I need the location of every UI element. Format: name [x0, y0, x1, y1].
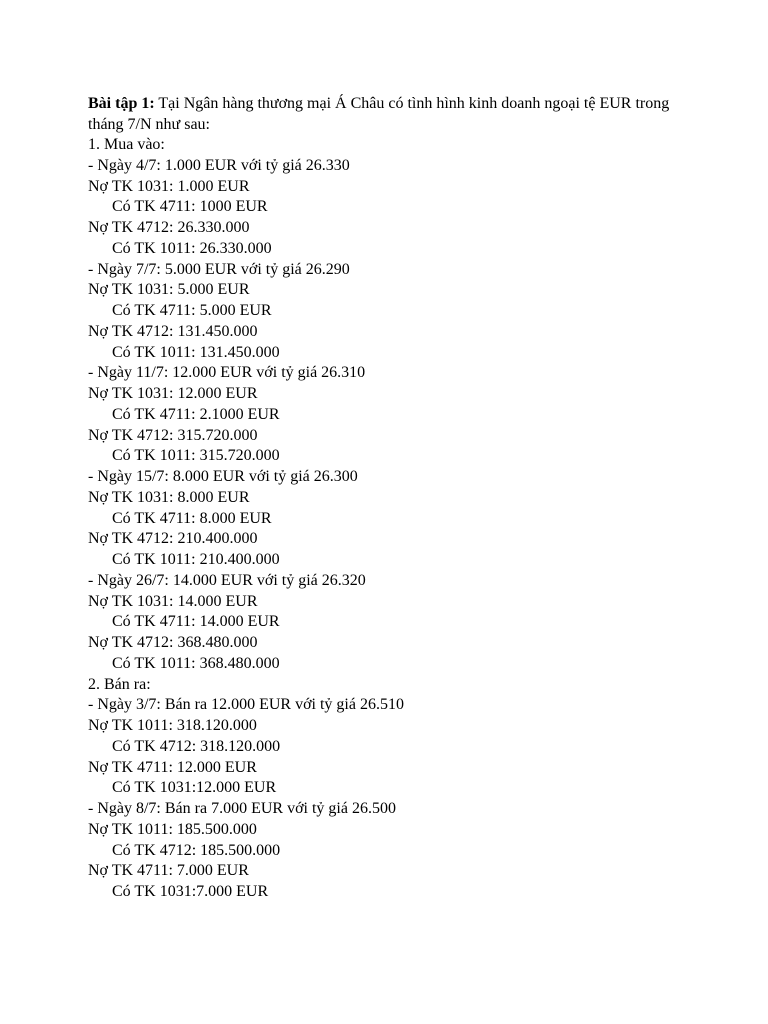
- entry-line: Nợ TK 1011: 318.120.000: [88, 717, 257, 734]
- credit-entry-line: Có TK 1031:12.000 EUR: [112, 779, 277, 797]
- entry-line: Nợ TK 4712: 26.330.000: [88, 219, 250, 236]
- entry-line: - Ngày 15/7: 8.000 EUR với tỷ giá 26.300: [88, 468, 358, 485]
- credit-entry-line: Có TK 4711: 8.000 EUR: [112, 509, 272, 527]
- entry-line: Nợ TK 4711: 12.000 EUR: [88, 758, 257, 776]
- entry-line: - Ngày 7/7: 5.000 EUR với tỷ giá 26.290: [88, 260, 350, 278]
- entry-line: Nợ TK 1031: 1.000 EUR: [88, 177, 250, 195]
- exercise-intro-text: Tại Ngân hàng thương mại Á Châu có tình hình kinh doanh ngoại tệ EUR trong tháng 7/N như sau:: [88, 95, 670, 133]
- credit-entry-line: Có TK 4711: 1000 EUR: [112, 198, 268, 216]
- entry-line: 1. Mua vào:: [88, 136, 165, 153]
- credit-entry-line: Có TK 4711: 5.000 EUR: [112, 302, 272, 319]
- exercise-title: Bài tập 1:: [88, 95, 155, 112]
- credit-entry-line: Có TK 1011: 210.400.000: [112, 551, 280, 568]
- entry-line: Nợ TK 4712: 368.480.000: [88, 634, 258, 651]
- entry-line: Nợ TK 1031: 5.000 EUR: [88, 281, 250, 299]
- credit-entry-line: Có TK 4712: 185.500.000: [112, 841, 281, 859]
- entry-line: - Ngày 8/7: Bán ra 7.000 EUR với tỷ giá 26.500: [88, 800, 396, 817]
- credit-entry-line: Có TK 1011: 368.480.000: [112, 654, 280, 672]
- entry-lines: [88, 135, 688, 903]
- exercise-intro: [88, 93, 688, 135]
- entry-line: Nợ TK 4712: 315.720.000: [88, 426, 258, 444]
- entry-line: - Ngày 11/7: 12.000 EUR với tỷ giá 26.310: [88, 364, 366, 382]
- credit-entry-line: Có TK 1011: 315.720.000: [112, 447, 280, 465]
- credit-entry-line: Có TK 4712: 318.120.000: [112, 737, 281, 755]
- credit-entry-line: Có TK 1031:7.000 EUR: [112, 883, 269, 900]
- entry-line: Nợ TK 1011: 185.500.000: [88, 820, 257, 838]
- entry-line: Nợ TK 4711: 7.000 EUR: [88, 862, 249, 880]
- entry-line: - Ngày 3/7: Bán ra 12.000 EUR với tỷ giá 26.510: [88, 696, 404, 714]
- entry-line: Nợ TK 4712: 210.400.000: [88, 530, 258, 548]
- entry-line: Nợ TK 1031: 12.000 EUR: [88, 385, 258, 402]
- credit-entry-line: Có TK 1011: 131.450.000: [112, 343, 280, 361]
- document-body: [88, 93, 688, 903]
- credit-entry-line: Có TK 1011: 26.330.000: [112, 239, 272, 257]
- entry-line: Nợ TK 1031: 14.000 EUR: [88, 592, 258, 610]
- entry-line: 2. Bán ra:: [88, 675, 151, 693]
- entry-line: - Ngày 26/7: 14.000 EUR với tỷ giá 26.320: [88, 571, 366, 589]
- credit-entry-line: Có TK 4711: 14.000 EUR: [112, 613, 280, 631]
- credit-entry-line: Có TK 4711: 2.1000 EUR: [112, 405, 280, 423]
- entry-line: - Ngày 4/7: 1.000 EUR với tỷ giá 26.330: [88, 156, 350, 174]
- entry-line: Nợ TK 4712: 131.450.000: [88, 322, 258, 340]
- entry-line: Nợ TK 1031: 8.000 EUR: [88, 488, 250, 506]
